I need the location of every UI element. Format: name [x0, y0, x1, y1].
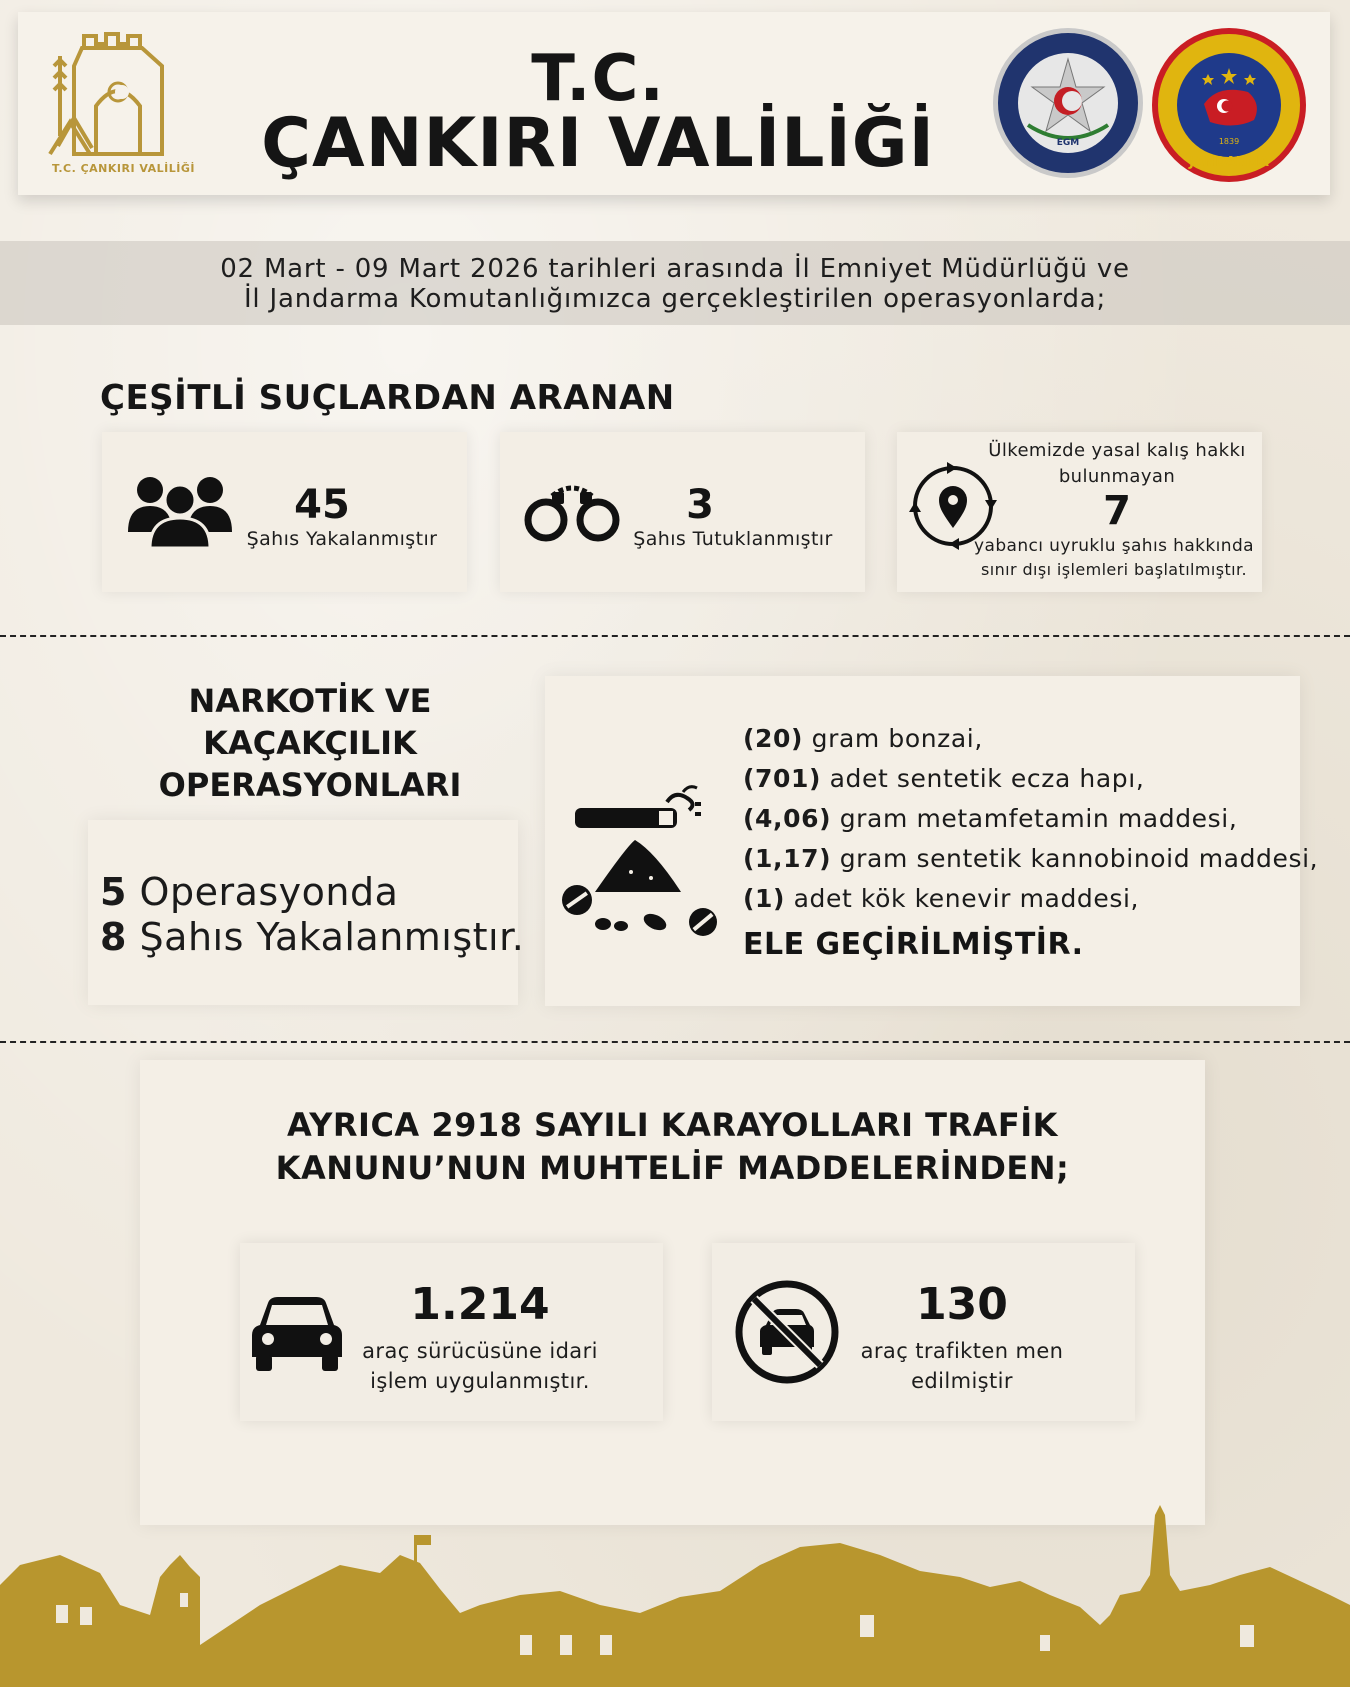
admin-line1: araç sürücüsüne idari [362, 1339, 598, 1363]
arrested-number: 3 [686, 482, 714, 528]
header-banner [18, 12, 1330, 195]
jandarma-seal-icon [1152, 28, 1306, 182]
seized-item: (1,17) gram sentetik kannobinoid maddesi, [743, 844, 1319, 873]
operations-label: Operasyonda [139, 870, 399, 914]
banned-vehicle-card [712, 1243, 1135, 1421]
no-car-icon [734, 1279, 840, 1385]
seized-item: (701) adet sentetik ecza hapı, [743, 764, 1145, 793]
banned-line2: edilmiştir [911, 1369, 1013, 1393]
persons-label: Şahıs Yakalanmıştır. [139, 915, 525, 959]
deport-line3: yabancı uyruklu şahıs hakkında [974, 536, 1254, 556]
handcuffs-icon [522, 476, 622, 546]
traffic-heading-line2: KANUNU’NUN MUHTELİF MADDELERİNDEN; [275, 1149, 1070, 1187]
narcotics-title-line1: NARKOTİK VE [188, 682, 432, 720]
jandarma-seal-year: 1839 [1218, 137, 1240, 146]
people-group-icon [128, 474, 232, 548]
caught-label: Şahıs Yakalanmıştır [246, 528, 438, 550]
jandarma-seal-label: JANDARMA [1189, 155, 1269, 170]
persons-count: 8 [100, 915, 127, 959]
page-title-line2: ÇANKIRI VALİLİĞİ [261, 104, 935, 183]
arrested-label: Şahıs Tutuklanmıştır [633, 528, 833, 550]
seized-item: (1) adet kök kenevir maddesi, [743, 884, 1140, 913]
deport-number: 7 [1103, 488, 1131, 534]
section-divider-2 [0, 1041, 1350, 1043]
drugs-icon [555, 780, 725, 940]
narcotics-title [110, 680, 510, 806]
deport-card [897, 432, 1262, 592]
car-icon [252, 1295, 342, 1371]
operations-count: 5 [100, 870, 127, 914]
seized-item: (4,06) gram metamfetamin maddesi, [743, 804, 1238, 833]
deport-line2: bulunmayan [1058, 466, 1176, 487]
seized-item: (20) gram bonzai, [743, 724, 983, 753]
page-title-line1: T.C. [531, 42, 665, 116]
section-divider-1 [0, 635, 1350, 637]
caught-number: 45 [294, 482, 350, 528]
arrested-card [500, 432, 865, 592]
operations-line [100, 870, 398, 914]
traffic-heading [140, 1104, 1205, 1190]
admin-action-card [240, 1243, 663, 1421]
intro-line2: İl Jandarma Komutanlığımızca gerçekleştirilen operasyonlarda; [243, 284, 1107, 314]
persons-line [100, 915, 524, 959]
caught-card [102, 432, 467, 592]
egm-seal-abbr: EGM [1056, 138, 1080, 148]
egm-seal-icon [993, 28, 1143, 178]
seized-final-label: ELE GEÇİRİLMİŞTİR. [743, 927, 1084, 962]
deport-line4: sınır dışı işlemleri başlatılmıştır. [981, 560, 1247, 579]
narcotics-title-line2: KAÇAKÇILIK [203, 724, 417, 762]
banned-line1: araç trafikten men [860, 1339, 1064, 1363]
admin-line2: işlem uygulanmıştır. [370, 1369, 590, 1393]
valilik-logo-label: T.C. ÇANKIRI VALİLİĞİ [52, 162, 195, 175]
wanted-heading: ÇEŞİTLİ SUÇLARDAN ARANAN [100, 378, 675, 418]
city-skyline-illustration [0, 1495, 1350, 1687]
admin-number: 1.214 [410, 1279, 550, 1330]
intro-line1: 02 Mart - 09 Mart 2026 tarihleri arasında İl Emniyet Müdürlüğü ve [220, 254, 1130, 284]
narcotics-title-line3: OPERASYONLARI [158, 766, 462, 804]
traffic-heading-line1: AYRICA 2918 SAYILI KARAYOLLARI TRAFİK [287, 1106, 1058, 1144]
deport-line1: Ülkemizde yasal kalış hakkı [988, 440, 1246, 461]
banned-number: 130 [916, 1279, 1008, 1330]
